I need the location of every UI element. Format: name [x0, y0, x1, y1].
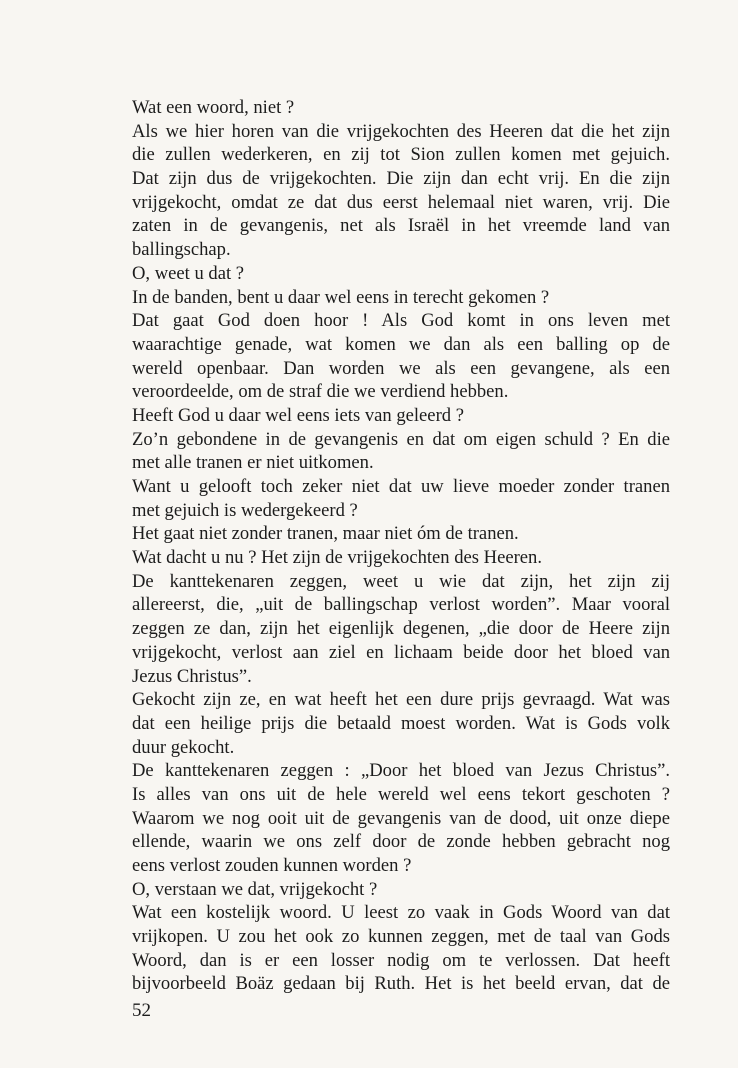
text-line: Want u gelooft toch zeker niet dat uw lieve moeder zonder tranen: [132, 476, 670, 497]
text-line: zaten in de gevangenis, net als Israël in het vreemde land van: [132, 215, 670, 237]
text-line: duur gekocht.: [132, 736, 235, 758]
text-line: eens verlost zouden kunnen worden ?: [132, 855, 412, 876]
text-line: bijvoorbeeld Boäz gedaan bij Ruth. Het is het beeld ervan, dat de: [132, 973, 670, 995]
text-line: Het gaat niet zonder tranen, maar niet óm de tranen.: [132, 523, 519, 545]
body-text: [132, 96, 670, 996]
text-line: Heeft God u daar wel eens iets van geleerd ?: [132, 404, 464, 426]
text-line: veroordeelde, om de straf die we verdiend hebben.: [132, 381, 509, 403]
text-line: Wat een woord, niet ?: [132, 97, 295, 118]
page-number: 52: [132, 1000, 151, 1021]
text-line: Dat gaat God doen hoor ! Als God komt in ons leven met: [132, 310, 670, 332]
text-line: allereerst, die, „uit de ballingschap verlost worden”. Maar vooral: [132, 594, 670, 616]
text-line: Wat dacht u nu ? Het zijn de vrijgekochten des Heeren.: [132, 547, 542, 569]
text-line: De kanttekenaren zeggen, weet u wie dat zijn, het zijn zij: [132, 570, 670, 592]
text-line: Jezus Christus”.: [132, 665, 252, 687]
text-line: Zo’n gebondene in de gevangenis en dat om eigen schuld ? En die: [132, 428, 670, 450]
text-line: Waarom we nog ooit uit de gevangenis van de dood, uit onze diepe: [132, 807, 670, 829]
text-line: O, weet u dat ?: [132, 262, 245, 284]
text-line: Als we hier horen van die vrijgekochten des Heeren dat die het zijn: [132, 120, 670, 142]
text-line: waarachtige genade, wat komen we dan als een balling op de: [132, 333, 670, 355]
text-line: Is alles van ons uit de hele wereld wel eens tekort geschoten ?: [132, 783, 670, 805]
text-line: vrijkopen. U zou het ook zo kunnen zeggen, met de taal van Gods: [132, 926, 670, 948]
text-line: Woord, dan is er een losser nodig om te verlossen. Dat heeft: [132, 949, 670, 971]
text-line: dat een heilige prijs die betaald moest worden. Wat is Gods volk: [132, 712, 670, 734]
text-line: met gejuich is wedergekeerd ?: [132, 499, 358, 521]
text-line: met alle tranen er niet uitkomen.: [132, 452, 374, 474]
text-line: Gekocht zijn ze, en wat heeft het een dure prijs gevraagd. Wat was: [132, 689, 670, 711]
text-line: ellende, waarin we ons zelf door de zonde hebben gebracht nog: [132, 831, 670, 853]
text-line: Dat zijn dus de vrijgekochten. Die zijn dan echt vrij. En die zijn: [132, 168, 670, 190]
text-line: die zullen wederkeren, en zij tot Sion zullen komen met gejuich.: [132, 144, 670, 166]
text-line: O, verstaan we dat, vrijgekocht ?: [132, 878, 378, 900]
text-line: Wat een kostelijk woord. U leest zo vaak in Gods Woord van dat: [132, 902, 670, 924]
text-line: De kanttekenaren zeggen : „Door het bloed van Jezus Christus”.: [132, 760, 670, 782]
text-line: zeggen ze dan, zijn het eigenlijk degenen, „die door de Heere zijn: [132, 618, 670, 640]
text-line: vrijgekocht, omdat ze dat dus eerst helemaal niet waren, vrij. Die: [132, 191, 670, 213]
text-line: ballingschap.: [132, 239, 231, 261]
text-line: wereld openbaar. Dan worden we als een gevangene, als een: [132, 357, 670, 379]
text-line: vrijgekocht, verlost aan ziel en lichaam beide door het bloed van: [132, 641, 670, 663]
text-line: In de banden, bent u daar wel eens in terecht gekomen ?: [132, 286, 550, 308]
